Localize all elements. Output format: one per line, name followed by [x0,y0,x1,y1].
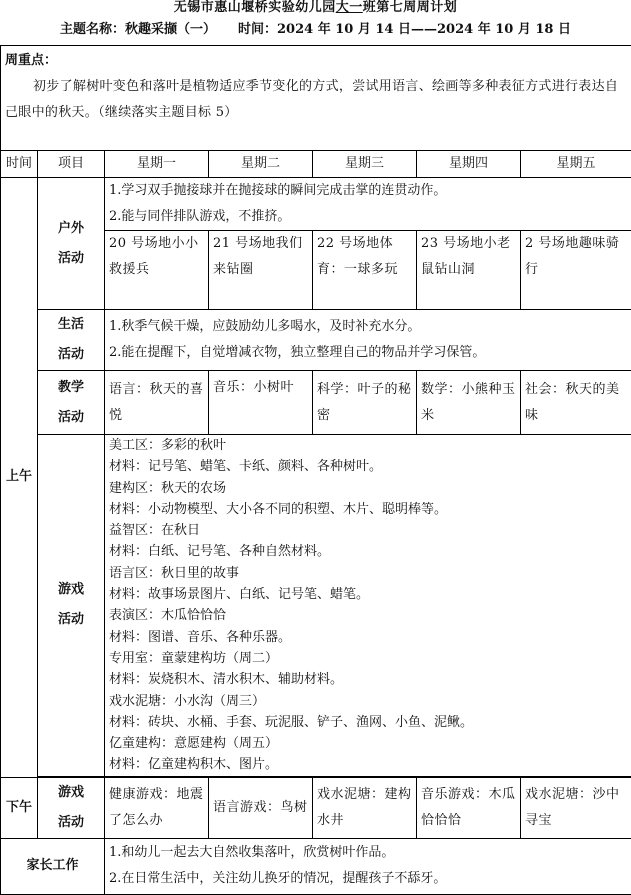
games-label [38,435,105,777]
outdoor-monday: 20 号场地小小救援兵 [105,231,209,310]
teaching-row [1,371,631,435]
games-line: 语言区：秋日里的故事 [109,563,627,584]
afternoon-friday: 戏水泥塘：沙中寻宝 [521,777,631,838]
parents-line: 1.和幼儿一起去大自然收集落叶，欣赏树叶作品。 [105,840,631,866]
games-line: 材料：小动物模型、大小各不同的积塑、木片、聪明棒等。 [109,499,627,520]
theme-label: 主题名称：秋趣采撷（一） [60,22,216,37]
games-label-text: 游戏活动 [58,575,84,635]
teaching-monday: 语言：秋天的喜悦 [105,371,209,435]
games-line: 专用室：童蒙建构坊（周二） [109,648,627,669]
games-line: 益智区：在秋日 [109,520,627,541]
afternoon-label: 下午 [1,777,38,838]
games-line: 材料：亿童建构积木、图片。 [109,754,627,775]
games-line: 材料：炭烧积木、清水积木、辅助材料。 [109,669,627,690]
title-prefix: 无锡市惠山堰桥实验幼儿园 [174,0,336,15]
outdoor-thursday: 23 号场地小老鼠钻山洞 [417,231,521,310]
teaching-wednesday: 科学：叶子的秘密 [313,371,417,435]
afternoon-thursday: 音乐游戏：木瓜恰恰恰 [417,777,521,838]
games-line: 亿童建构：意愿建构（周五） [109,733,627,754]
focus-text: 初步了解树叶变色和落叶是植物适应季节变化的方式，尝试用语言、绘画等多种表征方式进行表达自己眼中的秋天。（继续落实主题目标 5） [5,74,628,126]
outdoor-friday: 2 号场地趣味骑行 [521,231,631,310]
life-label [38,310,105,371]
parents-row [1,838,631,894]
games-line: 材料：故事场景图片、白纸、记号笔、蜡笔。 [109,584,627,605]
col-thursday: 星期四 [417,151,521,178]
games-line: 美工区：多彩的秋叶 [109,435,627,456]
life-label-text: 生活活动 [58,310,84,370]
week-focus [1,46,631,151]
parents-label: 家长工作 [1,838,105,894]
outdoor-wednesday: 22 号场地体育：一球多玩 [313,231,417,310]
afternoon-row [1,777,631,838]
outdoor-label [38,178,105,310]
life-row [1,310,631,371]
weekly-plan-table [0,45,631,895]
games-line: 材料：白纸、记号笔、各种自然材料。 [109,541,627,562]
col-wednesday: 星期三 [313,151,417,178]
outdoor-tuesday: 21 号场地我们来钻圈 [209,231,313,310]
outdoor-goals-row [1,178,631,231]
col-item: 项目 [38,151,105,178]
teaching-thursday: 数学：小熊种玉米 [417,371,521,435]
afternoon-games-label [38,777,105,838]
games-areas [105,435,631,777]
title-class: 大一 [336,0,363,15]
life-goal: 1.秋季气候干燥，应鼓励幼儿多喝水，及时补充水分。 [105,314,631,340]
column-header-row [1,151,631,178]
games-line: 材料：记号笔、蜡笔、卡纸、颜料、各种树叶。 [109,456,627,477]
games-line: 材料：砖块、水桶、手套、玩泥服、铲子、渔网、小鱼、泥鳅。 [109,712,627,733]
col-tuesday: 星期二 [209,151,313,178]
outdoor-label-text: 户外活动 [58,214,84,274]
focus-row [1,46,631,151]
life-goal: 2.能在提醒下，自觉增减衣物，独立整理自己的物品并学习保管。 [105,340,631,366]
col-friday: 星期五 [521,151,631,178]
title-suffix: 班第七周周计划 [363,0,458,15]
focus-heading: 周重点： [5,48,628,74]
document-title [0,0,631,16]
teaching-tuesday: 音乐：小树叶 [209,371,313,435]
games-line: 建构区：秋天的农场 [109,478,627,499]
afternoon-monday: 健康游戏：地震了怎么办 [105,777,209,838]
outdoor-goals [105,178,631,231]
morning-label: 上午 [1,178,38,778]
games-row [1,435,631,777]
parents-lines [105,838,631,894]
parents-line: 2.在日常生活中，关注幼儿换牙的情况，提醒孩子不舔牙。 [105,866,631,892]
games-line: 戏水泥塘：小水沟（周三） [109,691,627,712]
afternoon-tuesday: 语言游戏：鸟树 [209,777,313,838]
teaching-label-text: 教学活动 [58,373,84,433]
date-label: 时间：2024 年 10 月 14 日——2024 年 10 月 18 日 [238,22,571,37]
teaching-friday: 社会：秋天的美味 [521,371,631,435]
col-time: 时间 [1,151,38,178]
teaching-label [38,371,105,435]
outdoor-goal: 1.学习双手抛接球并在抛接球的瞬间完成击掌的连贯动作。 [105,178,631,204]
games-line: 材料：图谱、音乐、各种乐器。 [109,627,627,648]
games-line: 表演区：木瓜恰恰恰 [109,605,627,626]
col-monday: 星期一 [105,151,209,178]
afternoon-games-label-text: 游戏活动 [58,778,84,838]
document-subtitle [0,22,631,38]
life-goals [105,310,631,371]
afternoon-wednesday: 戏水泥塘：建构水井 [313,777,417,838]
outdoor-goal: 2.能与同伴排队游戏，不推挤。 [105,204,631,230]
